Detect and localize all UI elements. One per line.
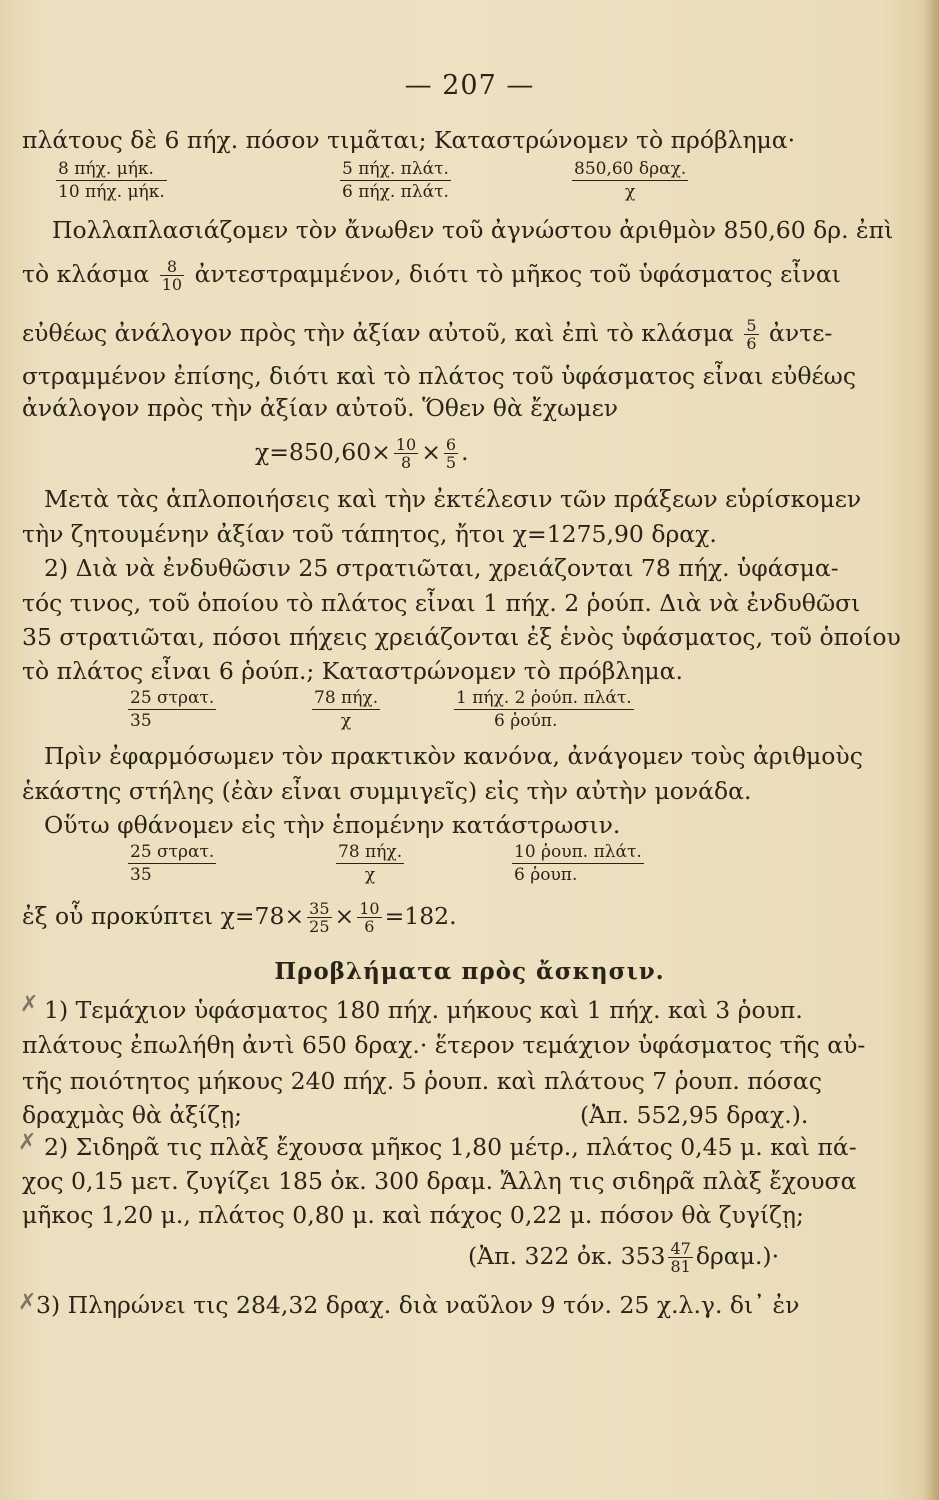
exercise-3-line: 3) Πληρώνει τις 284,32 δραχ. διὰ ναῦλον 9 τόν. 25 χ.λ.γ. δι᾽ ἐν	[36, 1291, 800, 1319]
setup3-c1-den: 35	[130, 865, 152, 885]
fraction-10-6: $\frac{10}{6}$	[359, 899, 380, 936]
fraction-35-25: $\frac{35}{25}$	[309, 899, 330, 936]
text-line-with-fraction: εὐθέως ἀνάλογον πρὸς τὴν ἀξίαν αὐτοῦ, καὶ ἐπὶ τὸ κλάσμα $\frac{5}{6}$ ἀντε-	[22, 316, 833, 353]
setup1-column-length	[56, 159, 167, 202]
text-line: Μετὰ τὰς ἁπλοποιήσεις καὶ τὴν ἐκτέλεσιν τῶν πράξεων εὑρίσκομεν	[44, 485, 862, 513]
exercises-heading: Προβλήματα πρὸς ἄσκησιν.	[274, 958, 665, 985]
text-line: στραμμένον ἐπίσης, διότι καὶ τὸ πλάτος τοῦ ὑφάσματος εἶναι εὐθέως	[22, 362, 856, 390]
setup3-c3-den: 6 ῥουπ.	[514, 865, 578, 885]
fraction-47-81: $\frac{47}{81}$	[670, 1239, 691, 1276]
setup1-column-price	[572, 159, 688, 202]
formula-2: ἐξ οὗ προκύπτει χ=78× $\frac{35}{25}$ × $\frac{10}{6}$ =182.	[22, 899, 457, 936]
exercise-2-line: 2) Σιδηρᾶ τις πλὰξ ἔχουσα μῆκος 1,80 μέτρ., πλάτος 0,45 μ. καὶ πά-	[44, 1133, 857, 1161]
text-line: Πρὶν ἐφαρμόσωμεν τὸν πρακτικὸν κανόνα, ἀνάγομεν τοὺς ἀριθμοὺς	[44, 742, 863, 770]
setup3-column-soldiers	[128, 842, 216, 885]
text-line-with-fraction: τὸ κλάσμα $\frac{8}{10}$ ἀντεστραμμένον, διότι τὸ μῆκος τοῦ ὑφάσματος εἶναι	[22, 257, 841, 294]
pencil-x-mark-icon: ✗	[20, 992, 39, 1017]
setup1-c3-den: χ	[625, 182, 636, 202]
exercise-2-line: μῆκος 1,20 μ., πλάτος 0,80 μ. καὶ πάχος 0,22 μ. πόσον θὰ ζυγίζῃ;	[22, 1201, 804, 1229]
fraction-5-6: $\frac{5}{6}$	[746, 316, 757, 353]
text-line: τὴν ζητουμένην ἀξίαν τοῦ τάπητος, ἤτοι χ=1275,90 δραχ.	[22, 520, 717, 548]
page-spine-shadow	[923, 0, 939, 1500]
exercise-2-answer: (Ἀπ. 322 ὀκ. 353 $\frac{47}{81}$ δραμ.)·	[468, 1239, 780, 1276]
fraction-8-10: $\frac{8}{10}$	[161, 257, 183, 294]
setup1-c3-num: 850,60 δραχ.	[574, 159, 687, 179]
text-line: Οὕτω φθάνομεν εἰς τὴν ἑπομένην κατάστρωσιν.	[44, 811, 621, 839]
setup2-c2-den: χ	[340, 711, 352, 731]
setup2-c1-den: 35	[130, 711, 152, 731]
text-line: ἑκάστης στήλης (ἐὰν εἶναι συμμιγεῖς) εἰς τὴν αὐτὴν μονάδα.	[22, 777, 752, 805]
text-line: τός τινος, τοῦ ὁποίου τὸ πλάτος εἶναι 1 πήχ. 2 ῥούπ. Διὰ νὰ ἐνδυθῶσι	[22, 589, 861, 617]
setup2-c1-num: 25 στρατ.	[130, 688, 215, 708]
text-line: πλάτους δὲ 6 πήχ. πόσον τιμᾶται; Καταστρώνομεν τὸ πρόβλημα·	[22, 126, 796, 154]
exercise-1-line: δραχμὰς θὰ ἀξίζῃ;	[22, 1101, 243, 1129]
page-number: — 207 —	[404, 70, 535, 101]
setup2-c2-num: 78 πήχ.	[314, 688, 379, 708]
exercise-1-line: τῆς ποιότητος μήκους 240 πήχ. 5 ῥουπ. καὶ πλάτους 7 ῥουπ. πόσας	[22, 1067, 822, 1095]
setup3-c2-den: χ	[364, 865, 376, 885]
text-line: Πολλαπλασιάζομεν τὸν ἄνωθεν τοῦ ἀγνώστου ἀριθμὸν 850,60 δρ. ἐπὶ	[52, 216, 894, 244]
exercise-1-answer: (Ἀπ. 552,95 δραχ.).	[580, 1101, 809, 1129]
setup2-column-width	[454, 688, 634, 731]
setup3-c2-num: 78 πήχ.	[338, 842, 403, 862]
setup3-c3-num: 10 ῥουπ. πλάτ.	[514, 842, 642, 862]
setup1-column-width	[340, 159, 451, 202]
fraction-10-8: $\frac{10}{8}$	[395, 435, 417, 472]
setup2-column-soldiers	[128, 688, 216, 731]
setup1-c1-den: 10 πήχ. μήκ.	[58, 182, 165, 202]
text-line: 2) Διὰ νὰ ἐνδυθῶσιν 25 στρατιῶται, χρειάζονται 78 πήχ. ὑφάσμα-	[44, 554, 839, 582]
setup3-column-cubits	[336, 842, 404, 885]
setup1-c1-num: 8 πήχ. μήκ.	[56, 159, 167, 181]
exercise-2-line: χος 0,15 μετ. ζυγίζει 185 ὀκ. 300 δραμ. Ἄλλη τις σιδηρᾶ πλὰξ ἔχουσα	[22, 1167, 857, 1195]
text-line: 35 στρατιῶται, πόσοι πήχεις χρειάζονται ἐξ ἑνὸς ὑφάσματος, τοῦ ὁποίου	[22, 623, 901, 651]
text-line: ἀνάλογον πρὸς τὴν ἀξίαν αὐτοῦ. Ὅθεν θὰ ἔχωμεν	[22, 394, 619, 422]
setup3-c1-num: 25 στρατ.	[130, 842, 215, 862]
setup2-c3-den: 6 ῥούπ.	[494, 711, 558, 731]
setup1-c2-den: 6 πήχ. πλάτ.	[342, 182, 449, 202]
exercise-1-line: πλάτους ἐπωλήθη ἀντὶ 650 δραχ.· ἕτερον τεμάχιον ὑφάσματος τῆς αὐ-	[22, 1031, 866, 1059]
setup3-column-width	[512, 842, 644, 885]
fraction-6-5: $\frac{6}{5}$	[445, 435, 457, 472]
setup1-c2-num: 5 πήχ. πλάτ.	[342, 159, 449, 179]
pencil-x-mark-icon: ✗	[18, 1290, 37, 1315]
exercise-1-line: 1) Τεμάχιον ὑφάσματος 180 πήχ. μήκους καὶ 1 πήχ. καὶ 3 ῥουπ.	[44, 996, 803, 1024]
formula-1: χ=850,60× $\frac{10}{8}$ × $\frac{6}{5}$ .	[255, 435, 469, 472]
setup2-column-cubits	[312, 688, 380, 731]
pencil-x-mark-icon: ✗	[18, 1130, 37, 1155]
text-line: τὸ πλάτος εἶναι 6 ῥούπ.; Καταστρώνομεν τὸ πρόβλημα.	[22, 657, 683, 685]
setup2-c3-num: 1 πήχ. 2 ῥούπ. πλάτ.	[456, 688, 632, 708]
